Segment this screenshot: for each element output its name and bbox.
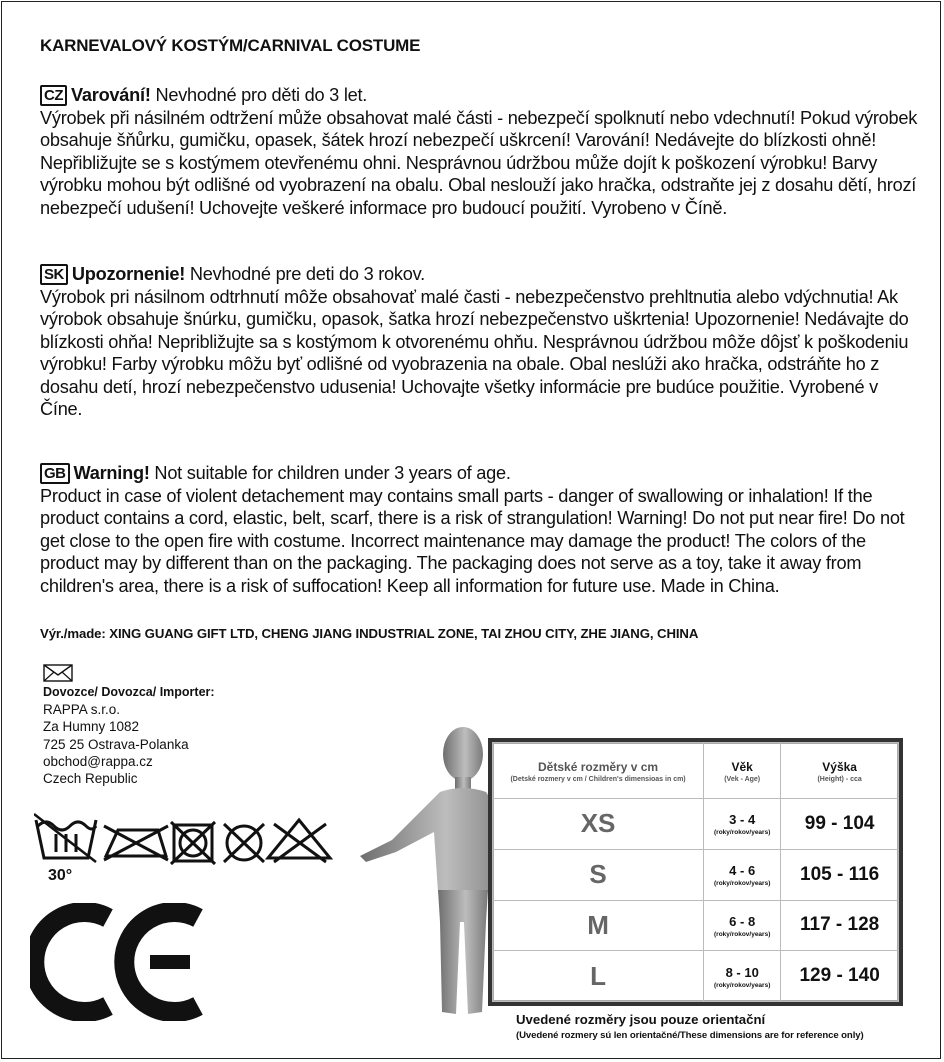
height-cell: 117 - 128 xyxy=(800,914,880,936)
size-note: Uvedené rozměry jsou pouze orientační xyxy=(516,1012,766,1027)
wash-temp: 30° xyxy=(48,867,73,884)
line1-sk: Nevhodné pre deti do 3 rokov. xyxy=(185,264,425,284)
age-unit: (roky/rokov/years) xyxy=(714,930,771,938)
body-sk: Výrobok pri násilnom odtrhnutí môže obsahovať malé časti - nebezpečenstvo prehltnutia alebo vdýchnutia! Ak výrobok obsahuje šnúrku, gumičku, opasok, šatka hrozí nebezpečenstvo uškrtenia! Upozornenie! Nedávajte do blízkosti ohňa! Nepribližujte sa s kostýmom k otvorenému ohňu. Nesprávnou údržbou môže dôjsť k poškodeniu výrobku! Farby výrobku môžu byť odlišné od vyobrazenia na obale. Obal neslúži ako hračka, odstráňte ho z dosahu detí, hrozí nebezpečenstvo udusenia! Uchovajte všetky informácie pre budúce použitie. Vyrobené v Číne. xyxy=(40,286,909,419)
age-unit: (roky/rokov/years) xyxy=(714,880,771,888)
table-row xyxy=(493,900,899,951)
age-cell: 3 - 4 xyxy=(729,812,756,828)
height-sub: (Height) - cca xyxy=(817,776,862,783)
importer-line: 725 25 Ostrava-Polanka xyxy=(43,736,189,752)
age-sub: (Vek - Age) xyxy=(724,776,761,783)
header-dimensions xyxy=(493,743,704,799)
age-cell: 6 - 8 xyxy=(729,913,756,929)
no-iron-icon xyxy=(224,824,264,862)
size-cell: S xyxy=(589,859,607,890)
wash-30-icon xyxy=(34,814,96,862)
body-cz: Výrobek při násilném odtržení může obsahovat malé části - nebezpečí spolknutí nebo vdechnutí! Pokud výrobek obsahuje šňůrku, gumičku, opasek, šátek hrozí nebezpečí uškrcení! Varování! Nedávejte do blízkosti ohně! Nepřibližujte se s kostýmem otevřenému ohni. Nesprávnou údržbou může dojít k poškození výrobku! Barvy výrobku mohou být odlišné od vyobrazení na obalu. Obal neslouží jako hračka, odstraňte jej z dosahu dětí, hrozí nebezpečí udušení! Uchovejte veškeré informace pro budoucí použití. Vyrobeno v Číně. xyxy=(40,107,918,218)
line1-cz: Nevhodné pro děti do 3 let. xyxy=(150,85,368,105)
section-gb xyxy=(40,462,920,597)
warning-gb: Warning! xyxy=(73,463,150,483)
header-height xyxy=(781,743,899,799)
height-title: Výška xyxy=(822,760,857,774)
body-gb: Product in case of violent detachement may contains small parts - danger of swallowing or inhalation! If the product contains a cord, elastic, belt, scarf, there is a risk of strangulation! Warning! Do not put near fire! Do not get close to the open fire with costume. Incorrect maintenance may damage the product! The colors of the product may by different than on the packaging. The packaging does not serve as a toy, take it away from children's area, there is a risk of suffocation! Keep all information for future use. Made in China. xyxy=(40,485,905,596)
importer-line: Czech Republic xyxy=(43,771,138,787)
warning-cz: Varování! xyxy=(71,85,151,105)
envelope-icon xyxy=(43,664,73,682)
importer-label: Dovozce/ Dovozca/ Importer: xyxy=(43,685,215,699)
age-unit: (roky/rokov/years) xyxy=(714,981,771,989)
no-tumble-dry-icon xyxy=(171,822,215,864)
size-cell: L xyxy=(590,960,606,991)
height-cell: 129 - 140 xyxy=(799,965,880,987)
age-cell: 8 - 10 xyxy=(725,964,759,980)
no-bleach-icon xyxy=(104,826,168,860)
care-symbols xyxy=(34,812,344,884)
ce-mark-icon xyxy=(30,903,210,1021)
section-sk xyxy=(40,263,920,421)
size-table xyxy=(488,738,903,1006)
size-note-sub: (Uvedené rozmery sú len orientačné/These dimensions are for reference only) xyxy=(516,1030,864,1041)
flag-gb: GB xyxy=(40,463,70,484)
size-cell: XS xyxy=(580,808,616,839)
flag-cz: CZ xyxy=(40,85,67,106)
height-cell: 105 - 116 xyxy=(800,863,880,885)
table-row xyxy=(493,799,899,850)
flag-sk: SK xyxy=(40,264,68,285)
importer-line: RAPPA s.r.o. xyxy=(43,702,121,718)
section-cz xyxy=(40,84,920,219)
no-dry-clean-icon xyxy=(268,820,330,862)
warning-sk: Upozornenie! xyxy=(71,264,186,284)
age-title: Věk xyxy=(731,760,753,774)
importer-block xyxy=(43,664,215,787)
age-cell: 4 - 6 xyxy=(729,863,756,879)
importer-line: Za Humny 1082 xyxy=(43,719,140,735)
dim-sub: (Detské rozmery v cm / Children's dimensioas in cm) xyxy=(510,776,686,783)
document-title: KARNEVALOVÝ KOSTÝM/CARNIVAL COSTUME xyxy=(40,36,421,55)
size-cell: M xyxy=(587,909,609,940)
manufacturer: Výr./made: XING GUANG GIFT LTD, CHENG JIANG INDUSTRIAL ZONE, TAI ZHOU CITY, ZHE JIANG, CHINA xyxy=(40,626,699,641)
header-age xyxy=(704,743,781,799)
age-unit: (roky/rokov/years) xyxy=(714,829,771,837)
table-row xyxy=(493,951,899,1002)
table-row xyxy=(493,849,899,900)
height-cell: 99 - 104 xyxy=(804,812,875,834)
line1-gb: Not suitable for children under 3 years of age. xyxy=(149,463,511,483)
dim-title: Dětské rozměry v cm xyxy=(538,760,659,774)
importer-line: obchod@rappa.cz xyxy=(43,753,153,769)
